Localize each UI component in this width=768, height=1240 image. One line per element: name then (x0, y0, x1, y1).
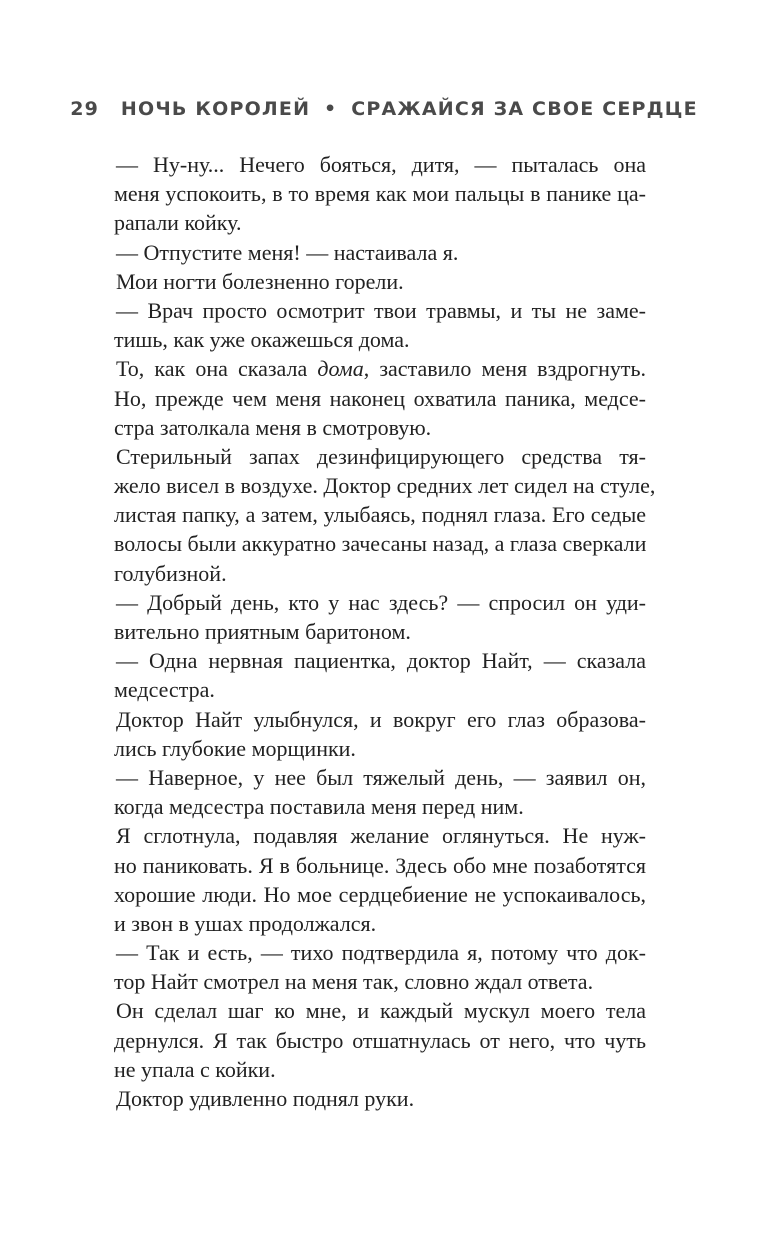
text-line: Стерильный запах дезинфицирующего средства тя- (116, 443, 646, 469)
text-line: но паниковать. Я в больнице. Здесь обо мне позаботятся (114, 852, 646, 878)
text-line: — Одна нервная пациентка, доктор Найт, — сказала (116, 648, 646, 674)
text-line: лись глубокие морщинки. (114, 735, 356, 761)
text-line: голубизной. (114, 560, 227, 586)
text-line: Я сглотнула, подавляя желание оглянуться. Не нуж- (116, 823, 646, 849)
text-line: — Так и есть, — тихо подтвердила я, потому что док- (116, 940, 646, 966)
text-line-with-emphasis (116, 354, 646, 383)
emphasized-word: дома (317, 356, 364, 382)
text-line: меня успокоить, в то время как мои пальцы в панике ца- (114, 181, 646, 207)
text-run: То, как она сказала (116, 356, 318, 382)
text-line: Он сделал шаг ко мне, и каждый мускул моего тела (116, 998, 646, 1024)
book-title: НОЧЬ КОРОЛЕЙ (120, 98, 311, 120)
text-line: когда медсестра поставила меня перед ним. (114, 794, 524, 820)
text-line: Но, прежде чем меня наконец охватила паника, медсе- (114, 385, 646, 411)
text-line: тор Найт смотрел на меня так, словно ждал ответа. (114, 969, 594, 995)
text-line: стра затолкала меня в смотровую. (114, 414, 432, 440)
text-line: жело висел в воздухе. Доктор средних лет сидел на стуле, (114, 473, 656, 499)
text-line: — Отпустите меня! — настаивала я. (116, 239, 459, 265)
text-line: — Добрый день, кто у нас здесь? — спросил он уди- (116, 589, 646, 615)
text-line: Доктор удивленно поднял руки. (116, 1086, 415, 1111)
text-run: , заставило меня вздрогнуть. (363, 356, 646, 382)
text-line: Доктор Найт улыбнулся, и вокруг его глаз образова- (116, 706, 646, 732)
text-line: волосы были аккуратно зачесаны назад, а глаза сверкали (114, 531, 647, 557)
header-separator: • (324, 98, 338, 120)
text-line: вительно приятным баритоном. (114, 619, 411, 644)
text-line: — Ну-ну... Нечего бояться, дитя, — пыталась она (116, 152, 646, 177)
text-line: хорошие люди. Но мое сердцебиение не успокаивалось, (114, 881, 646, 907)
text-line: листая папку, а затем, улыбаясь, поднял глаза. Его седые (114, 502, 646, 528)
text-line: не упала с койки. (114, 1056, 276, 1082)
text-line: Мои ногти болезненно горели. (116, 268, 404, 294)
text-line: тишь, как уже окажешься дома. (114, 327, 410, 353)
text-line: дернулся. Я так быстро отшатнулась от него, что чуть (114, 1027, 646, 1053)
text-line: и звон в ушах продолжался. (114, 910, 377, 936)
text-line: — Наверное, у нее был тяжелый день, — заявил он, (116, 764, 646, 790)
text-line: рапали койку. (114, 210, 242, 236)
text-line: медсестра. (114, 677, 215, 703)
book-subtitle: СРАЖАЙСЯ ЗА СВОЕ СЕРДЦЕ (351, 98, 698, 120)
text-line: — Врач просто осмотрит твои травмы, и ты не заме- (116, 297, 646, 323)
running-head (0, 98, 768, 120)
page-text (114, 150, 656, 1113)
page-number: 29 (70, 98, 100, 120)
